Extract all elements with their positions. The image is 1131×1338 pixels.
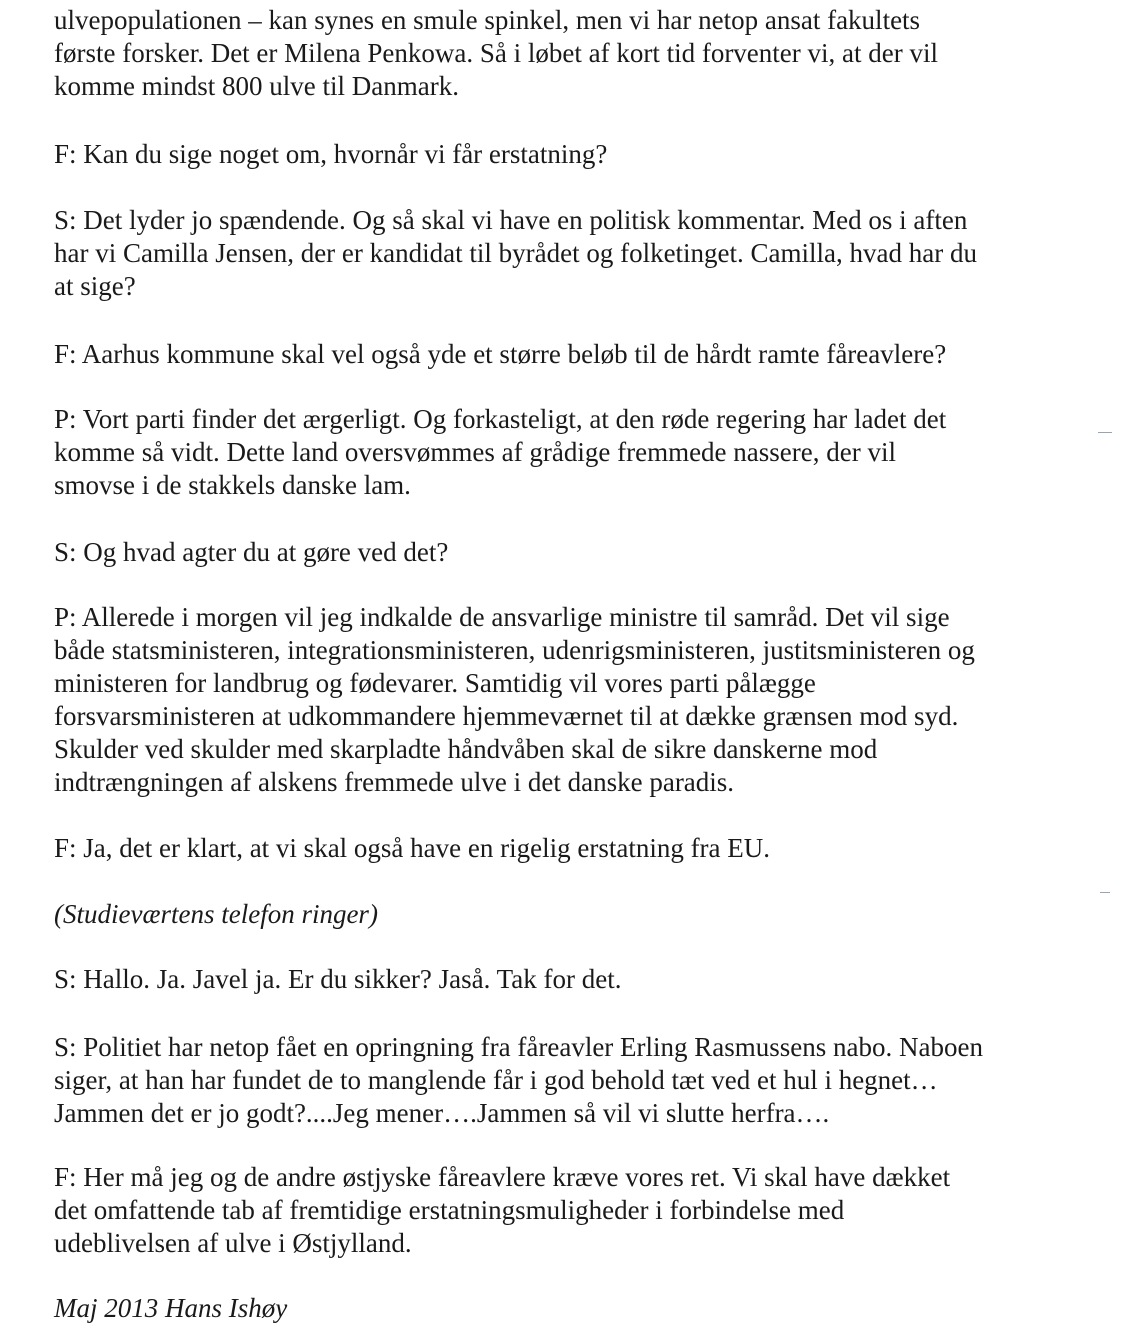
text-line: Skulder ved skulder med skarpladte håndvåben skal de sikre danskerne mod (54, 734, 878, 764)
text-line: ulvepopulationen – kan synes en smule spinkel, men vi har netop ansat fakultets (54, 5, 921, 35)
text-line: ministeren for landbrug og fødevarer. Samtidig vil vores parti pålægge (54, 668, 816, 698)
paragraph-p-party (54, 403, 1104, 502)
text-line: F: Ja, det er klart, at vi skal også have en rigelig erstatning fra EU. (54, 833, 771, 863)
text-line: P: Vort parti finder det ærgerligt. Og forkasteligt, at den røde regering har ladet det (54, 404, 947, 434)
paragraph-intro (54, 4, 1104, 103)
text-line: Jammen det er jo godt?....Jeg mener….Jammen så vil vi slutte herfra…. (54, 1098, 830, 1128)
text-line: det omfattende tab af fremtidige erstatningsmuligheder i forbindelse med (54, 1195, 845, 1225)
text-line: har vi Camilla Jensen, der er kandidat til byrådet og folketinget. Camilla, hvad har du (54, 238, 977, 268)
paragraph-s-police (54, 1031, 1104, 1130)
text-line: S: Hallo. Ja. Javel ja. Er du sikker? Jaså. Tak for det. (54, 964, 622, 994)
signature-line (54, 1292, 1104, 1325)
paragraph-f-final (54, 1161, 1104, 1260)
text-line: at sige? (54, 271, 136, 301)
text-line: S: Og hvad agter du at gøre ved det? (54, 537, 449, 567)
paragraph-f-aarhus (54, 338, 1104, 371)
text-line: smovse i de stakkels danske lam. (54, 470, 411, 500)
text-line: første forsker. Det er Milena Penkowa. Så i løbet af kort tid forventer vi, at der vil (54, 38, 938, 68)
text-line: F: Her må jeg og de andre østjyske fåreavlere kræve vores ret. Vi skal have dækket (54, 1162, 951, 1192)
text-line: S: Det lyder jo spændende. Og så skal vi have en politisk kommentar. Med os i aften (54, 205, 968, 235)
paragraph-s-question (54, 536, 1104, 569)
paragraph-f-question (54, 138, 1104, 171)
text-line: komme så vidt. Dette land oversvømmes af grådige fremmede nassere, der vil (54, 437, 896, 467)
paragraph-f-eu (54, 832, 1104, 865)
text-line: S: Politiet har netop fået en opringning fra fåreavler Erling Rasmussens nabo. Naboen (54, 1032, 983, 1062)
text-line: forsvarsministeren at udkommandere hjemmeværnet til at dække grænsen mod syd. (54, 701, 959, 731)
text-line: komme mindst 800 ulve til Danmark. (54, 71, 459, 101)
scan-speck (1098, 432, 1112, 433)
text-line: F: Aarhus kommune skal vel også yde et større beløb til de hårdt ramte fåreavlere? (54, 339, 947, 369)
paragraph-s-comment (54, 204, 1104, 303)
paragraph-s-hallo (54, 963, 1104, 996)
text-line: indtrængningen af alskens fremmede ulve i det danske paradis. (54, 767, 735, 797)
text-line: udeblivelsen af ulve i Østjylland. (54, 1228, 412, 1258)
scan-speck (1100, 892, 1110, 893)
text-line: siger, at han har fundet de to manglende får i god behold tæt ved et hul i hegnet… (54, 1065, 938, 1095)
paragraph-p-ministers (54, 601, 1104, 799)
text-line: P: Allerede i morgen vil jeg indkalde de ansvarlige ministre til samråd. Det vil sige (54, 602, 950, 632)
text-line: (Studieværtens telefon ringer) (54, 899, 378, 929)
text-line: Maj 2013 Hans Ishøy (54, 1293, 288, 1323)
text-line: både statsministeren, integrationsministeren, udenrigsministeren, justitsministeren og (54, 635, 975, 665)
stage-direction (54, 898, 1104, 931)
text-line: F: Kan du sige noget om, hvornår vi får erstatning? (54, 139, 608, 169)
